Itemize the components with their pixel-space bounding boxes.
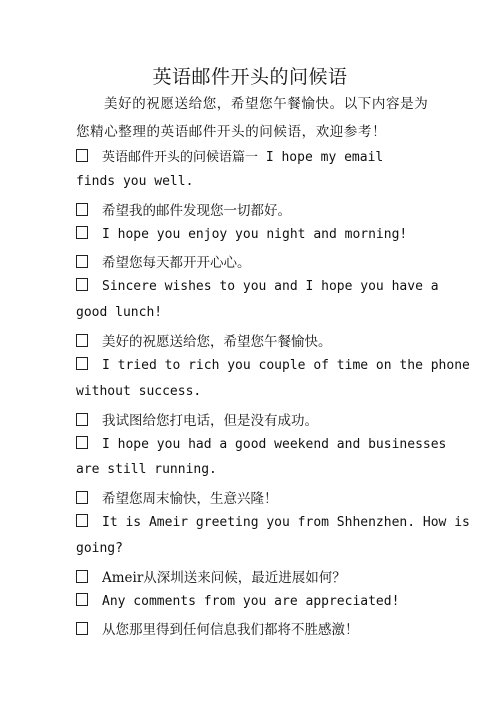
checkbox-icon (76, 149, 88, 162)
page-title: 英语邮件开头的问候语 (152, 66, 348, 88)
checkbox-icon (76, 514, 88, 527)
list-item: 希望您每天都开开心心。 (76, 251, 424, 271)
list-item: I hope you enjoy you night and morning! (76, 226, 424, 242)
list-item: 希望我的邮件发现您一切都好。 (76, 199, 424, 219)
list-item: 美好的祝愿送给您，希望您午餐愉快。 (76, 330, 424, 350)
intro-line-1: 美好的祝愿送给您，希望您午餐愉快。以下内容是为 (104, 96, 429, 112)
list-item: Ameir从深圳送来问候，最近进展如何？ (76, 566, 424, 586)
list-item-continuation: going? (76, 541, 123, 556)
checkbox-icon (76, 570, 88, 583)
checkbox-icon (76, 491, 88, 504)
list-item-continuation: finds you well. (76, 174, 194, 189)
checkbox-icon (76, 413, 88, 426)
list-item: 希望您周末愉快，生意兴隆！ (76, 487, 424, 507)
list-item-continuation: are still running. (76, 462, 217, 477)
list-item: 我试图给您打电话，但是没有成功。 (76, 409, 424, 429)
intro-line-2: 您精心整理的英语邮件开头的问候语，欢迎参考！ (76, 124, 387, 140)
checkbox-icon (76, 255, 88, 268)
list-item: 英语邮件开头的问候语篇一 I hope my email (76, 146, 424, 165)
checkbox-icon (76, 203, 88, 216)
list-item: I tried to rich you couple of time on the phone (76, 357, 424, 373)
list-item-continuation: good lunch! (76, 305, 163, 320)
checkbox-icon (76, 593, 88, 606)
checkbox-icon (76, 334, 88, 347)
list-item: I hope you had a good weekend and businesses (76, 436, 424, 452)
list-item: Sincere wishes to you and I hope you have a (76, 278, 424, 294)
checkbox-icon (76, 278, 88, 291)
checkbox-icon (76, 226, 88, 239)
checkbox-icon (76, 436, 88, 449)
list-item: 从您那里得到任何信息我们都将不胜感激！ (76, 618, 424, 638)
list-item: Any comments from you are appreciated! (76, 593, 424, 609)
checkbox-icon (76, 357, 88, 370)
list-item-continuation: without success. (76, 384, 202, 399)
list-item: It is Ameir greeting you from Shhenzhen. How is (76, 514, 424, 530)
checkbox-icon (76, 622, 88, 635)
